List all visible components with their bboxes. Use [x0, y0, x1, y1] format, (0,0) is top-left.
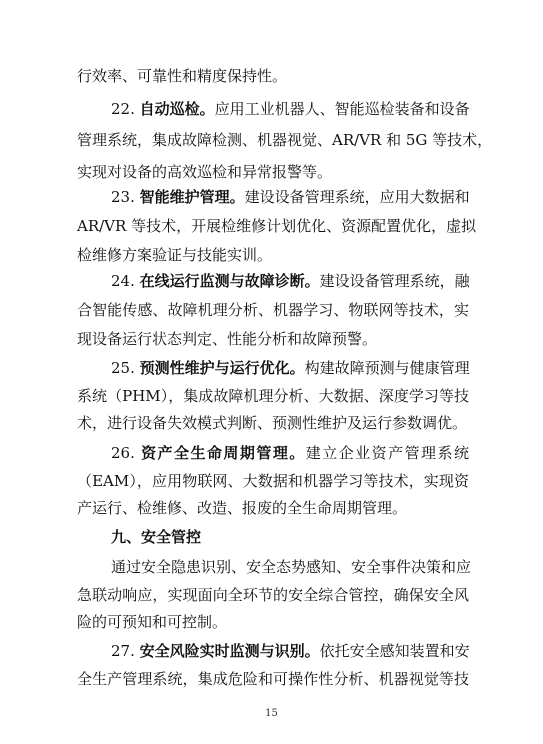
- item-title: 资产全生命周期管理。: [141, 444, 306, 462]
- body-text-line: 险的可预知和可控制。: [77, 613, 228, 631]
- list-item-line: [111, 439, 469, 468]
- body-text-line: 管理系统，集成故障检测、机器视觉、AR/VR 和 5G 等技术，: [77, 131, 493, 149]
- list-item-line: [111, 637, 469, 666]
- item-number: 24.: [111, 272, 140, 290]
- item-number: 27.: [111, 642, 140, 660]
- item-text: 建立企业资产管理系统: [305, 444, 469, 462]
- body-text-line: 实现对设备的高效巡检和异常报警等。: [77, 163, 333, 181]
- list-item-line: [111, 95, 469, 124]
- body-text-line: 行效率、可靠性和精度保持性。: [77, 67, 288, 85]
- page-number: 15: [265, 708, 278, 719]
- list-item-line: [111, 183, 469, 212]
- body-text-line: 急联动响应，实现面向全环节的安全综合管控，确保安全风: [77, 586, 469, 604]
- body-text-line: 合智能传感、故障机理分析、机器学习、物联网等技术，实: [77, 301, 469, 319]
- item-title: 智能维护管理。: [139, 188, 245, 206]
- item-text: 建设设备管理系统，融: [319, 272, 470, 290]
- item-number: 23.: [111, 188, 140, 206]
- item-text: 应用工业机器人、智能巡检装备和设备: [214, 100, 470, 118]
- list-item-line: [111, 354, 469, 383]
- section-heading: 九、安全管控: [111, 528, 202, 546]
- item-text: 构建故障预测与健康管理: [304, 359, 470, 377]
- item-title: 预测性维护与运行优化。: [139, 359, 305, 377]
- body-text-line: 检维修方案验证与技能实训。: [77, 246, 273, 264]
- body-text-line: 产运行、检维修、改造、报废的全生命周期管理。: [77, 499, 408, 517]
- item-text: 建设设备管理系统，应用大数据和: [244, 188, 470, 206]
- item-title: 安全风险实时监测与识别。: [139, 642, 320, 660]
- body-text-line: 通过安全隐患识别、安全态势感知、安全事件决策和应: [111, 558, 472, 576]
- item-number: 26.: [111, 444, 142, 462]
- body-text-line: 全生产管理系统，集成危险和可操作性分析、机器视觉等技: [77, 670, 469, 688]
- body-text-line: 术，进行设备失效模式判断、预测性维护及运行参数调优。: [77, 414, 468, 432]
- body-text-line: 系统（PHM），集成故障机理分析、大数据、深度学习等技: [77, 387, 469, 405]
- item-title: 自动巡检。: [139, 100, 215, 118]
- item-text: 依托安全感知装置和安: [319, 642, 470, 660]
- item-title: 在线运行监测与故障诊断。: [139, 272, 320, 290]
- body-text-line: AR/VR 等技术，开展检维修计划优化、资源配置优化，虚拟: [77, 217, 477, 235]
- body-text-line: （EAM），应用物联网、大数据和机器学习等技术，实现资: [77, 472, 469, 490]
- list-item-line: [111, 267, 469, 296]
- body-text-line: 现设备运行状态判定、性能分析和故障预警。: [77, 330, 378, 348]
- item-number: 22.: [111, 100, 140, 118]
- item-number: 25.: [111, 359, 140, 377]
